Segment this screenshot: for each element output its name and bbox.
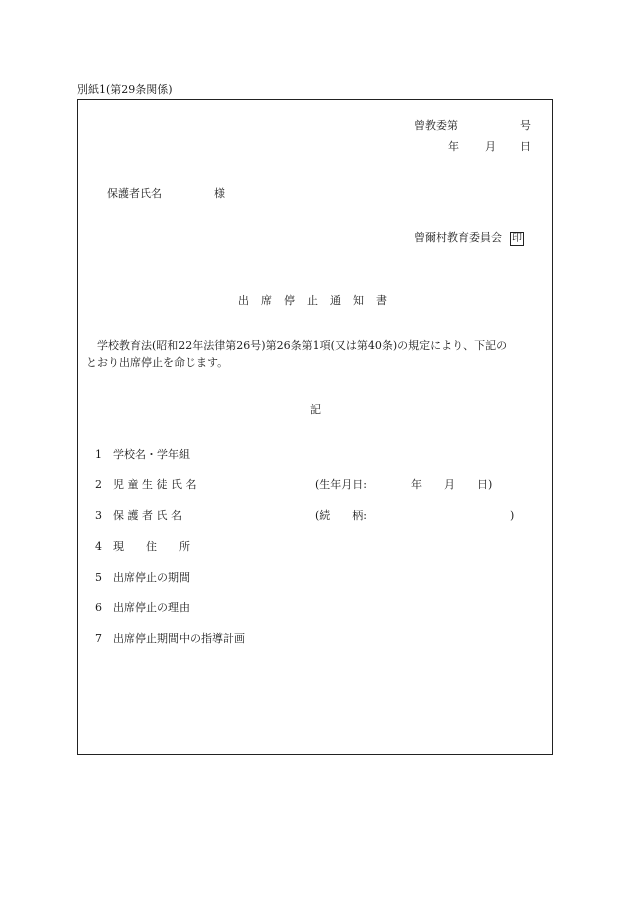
item-label: 児 童 生 徒 氏 名 <box>113 478 197 491</box>
issuer-line <box>414 232 524 246</box>
title-char: 停 <box>284 294 295 307</box>
item-label: 学校名・学年組 <box>113 448 190 461</box>
recipient-honorific: 様 <box>214 187 225 200</box>
title-char: 書 <box>376 294 387 307</box>
recipient-label: 保護者氏名 <box>107 187 162 200</box>
document-number-prefix: 曾教委第 <box>414 119 458 132</box>
issuer-name: 曾爾村教育委員会 <box>414 231 502 244</box>
item-label: 出席停止の期間 <box>113 571 190 584</box>
item-number: 1 <box>95 448 102 461</box>
item-extra-field: (生年月日: 年 月 日) <box>315 478 493 491</box>
body-text-line2: とおり出席停止を命じます。 <box>86 356 229 369</box>
item-number: 7 <box>95 632 102 645</box>
item-extra-field: (続 柄: ) <box>315 509 515 522</box>
item-number: 4 <box>95 540 102 553</box>
item-label: 現 住 所 <box>113 540 190 553</box>
title-char: 知 <box>353 294 364 307</box>
document-number-suffix: 号 <box>520 119 531 132</box>
title-char: 出 <box>238 294 249 307</box>
body-text-line1: 学校教育法(昭和22年法律第26号)第26条第1項(又は第40条)の規定により、下記の <box>97 339 508 352</box>
item-label: 出席停止期間中の指導計画 <box>113 632 245 645</box>
title-char: 通 <box>330 294 341 307</box>
date-day-label: 日 <box>520 140 531 153</box>
ki-heading: 記 <box>310 403 321 416</box>
title-char: 席 <box>261 294 272 307</box>
item-number: 6 <box>95 601 102 614</box>
item-label: 出席停止の理由 <box>113 601 190 614</box>
item-number: 5 <box>95 571 102 584</box>
attachment-label: 別紙1(第29条関係) <box>77 83 173 96</box>
item-number: 2 <box>95 478 102 491</box>
title-char: 止 <box>307 294 318 307</box>
date-month-label: 月 <box>485 140 496 153</box>
seal-stamp: 印 <box>512 233 522 244</box>
date-year-label: 年 <box>448 140 459 153</box>
document-title <box>232 295 393 306</box>
item-number: 3 <box>95 509 102 522</box>
item-label: 保 護 者 氏 名 <box>113 509 182 522</box>
